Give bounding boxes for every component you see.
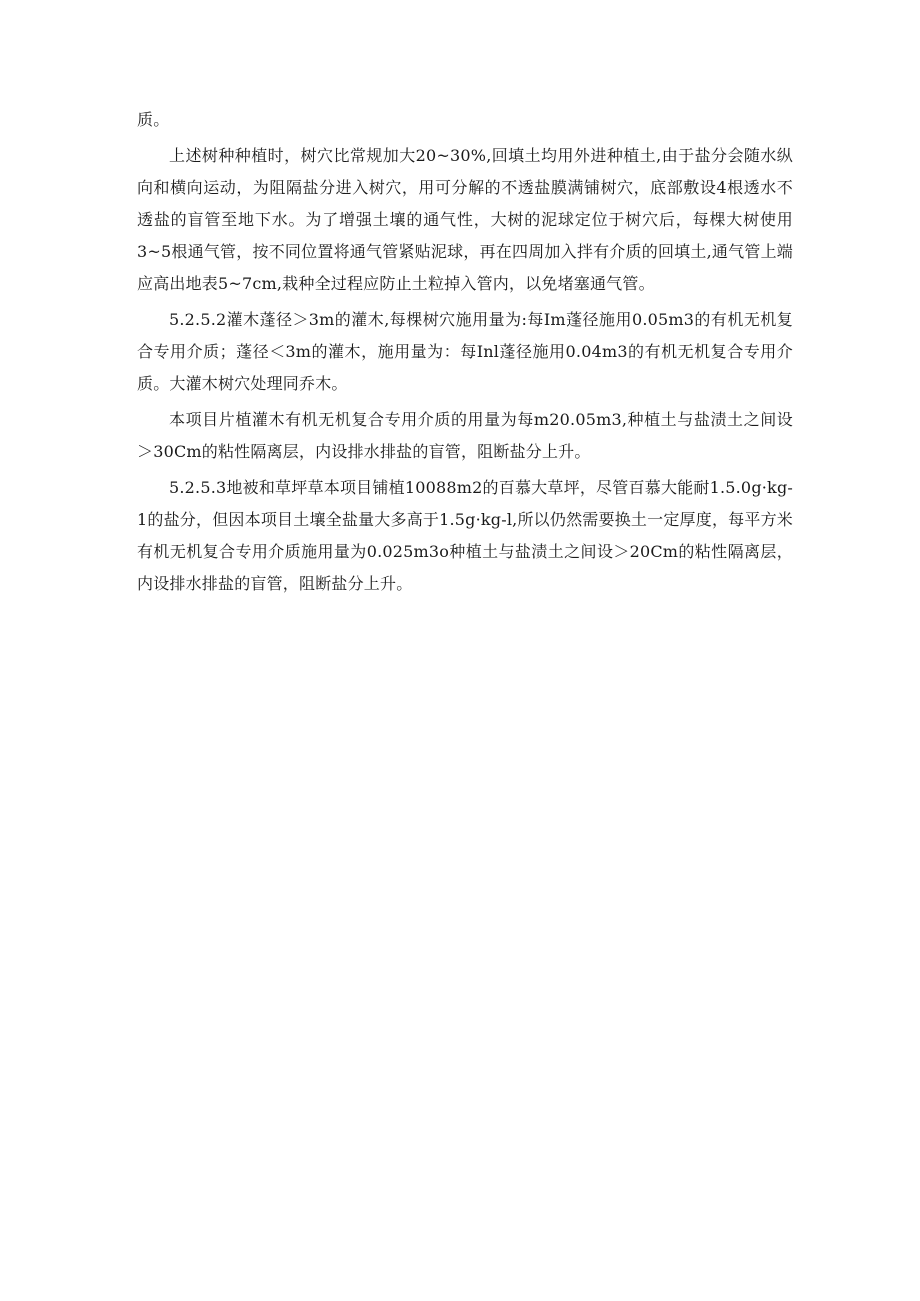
paragraph-2: 上述树种种植时，树穴比常规加大20~30%,回填土均用外进种植土,由于盐分会随水纵向和横向运动，为阻隔盐分进入树穴，用可分解的不透盐膜满铺树穴，底部敷设4根透水不透盐的盲管至地下水。为了增强土壤的通气性，大树的泥球定位于树穴后，每棵大树使用3~5根通气管，按不同位置将通气管紧贴泥球，再在四周加入拌有介质的回填土,通气管上端应高出地表5~7cm,栽种全过程应防止土粒掉入管内，以免堵塞通气管。 (137, 146, 793, 293)
paragraph-4: 本项目片植灌木有机无机复合专用介质的用量为每m20.05m3,种植土与盐渍土之间设＞30Cm的粘性隔离层，内设排水排盐的盲管，阻断盐分上升。 (137, 410, 793, 461)
paragraph-1: 质。 (137, 110, 170, 129)
document-body (137, 104, 793, 600)
paragraph-3: 5.2.5.2灌木蓬径＞3m的灌木,每棵树穴施用量为:每Im蓬径施用0.05m3的有机无机复合专用介质；蓬径＜3m的灌木，施用量为：每Inl蓬径施用0.04m3的有机无机复合专用介质。大灌木树穴处理同乔木。 (137, 310, 793, 393)
paragraph-5: 5.2.5.3地被和草坪草本项目铺植10088m2的百慕大草坪，尽管百慕大能耐1.5.0g·kg-1的盐分，但因本项目土壤全盐量大多高于1.5g·kg-l,所以仍然需要换土一定厚度，每平方米有机无机复合专用介质施用量为0.025m3o种植土与盐渍土之间设＞20Cm的粘性隔离层，内设排水排盐的盲管，阻断盐分上升。 (137, 478, 793, 593)
